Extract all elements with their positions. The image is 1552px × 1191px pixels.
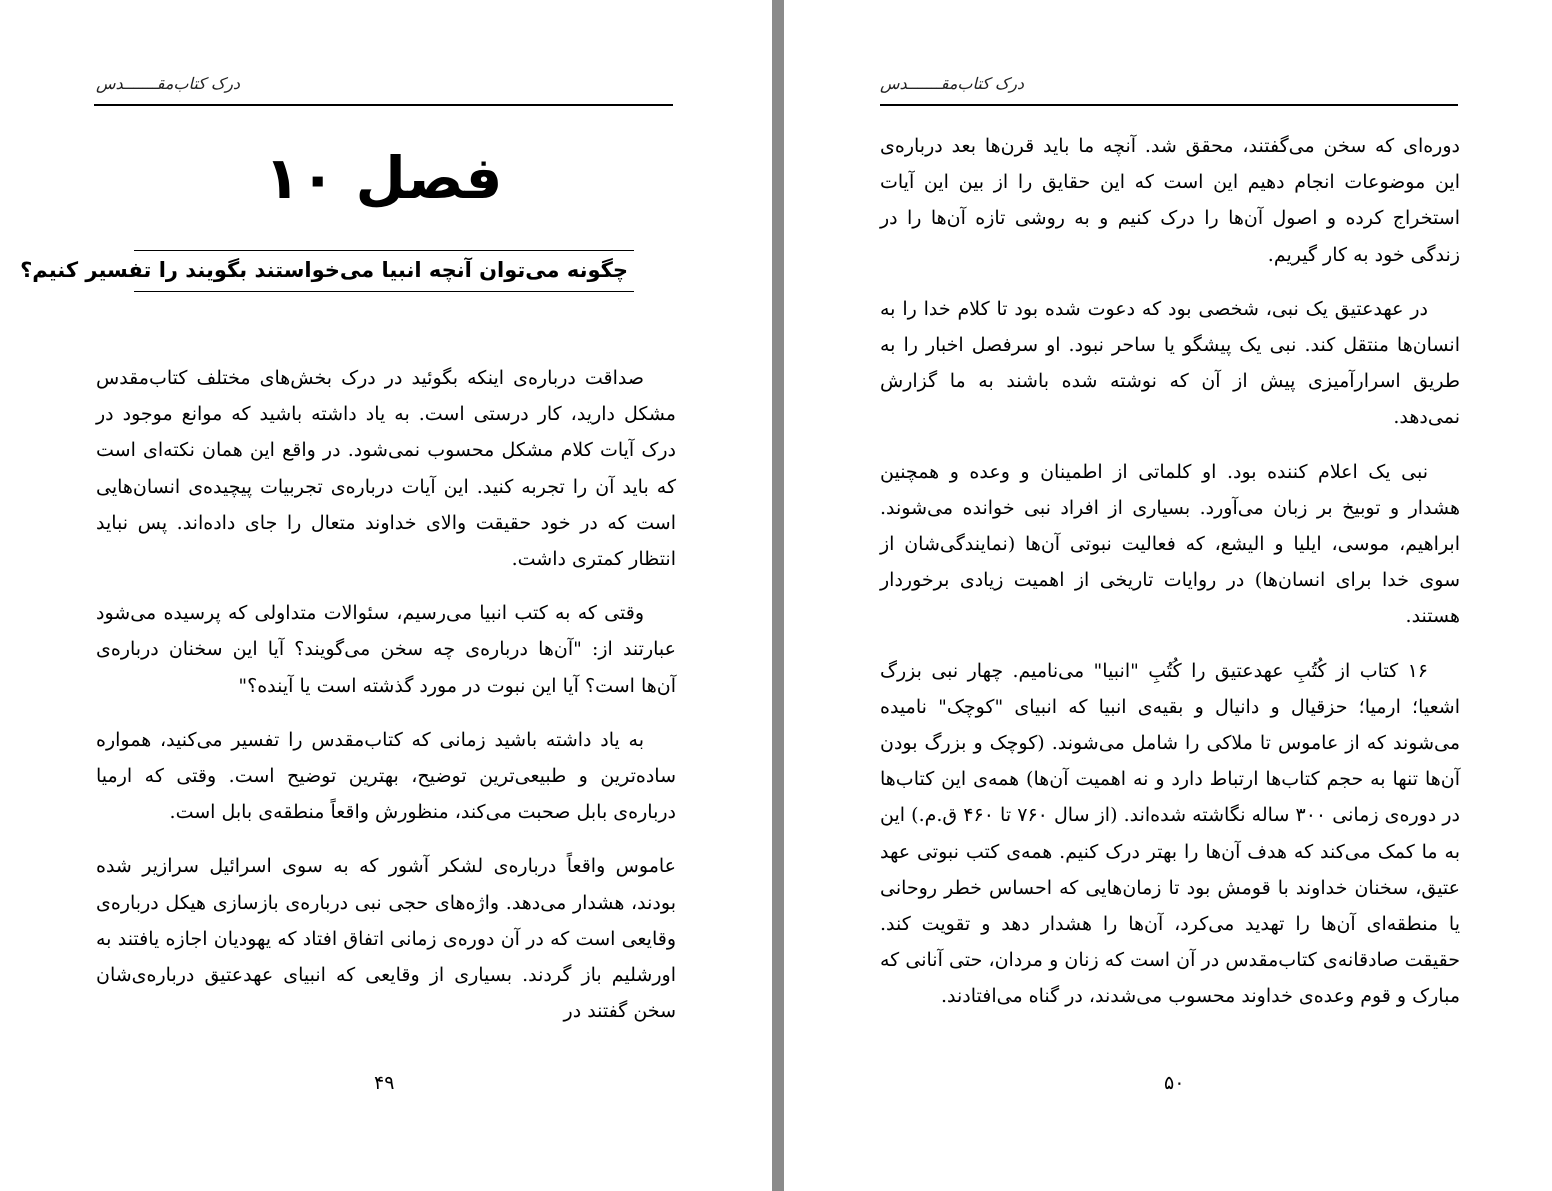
book-gutter — [772, 0, 784, 1191]
paragraph: وقتی که به کتب انبیا می‌رسیم، سئوالات متداولی که پرسیده می‌شود عبارتند از: "آن‌ها درباره‌ی چه سخن می‌گویند؟ آیا این سخنان درباره‌ی آن‌ها است؟ آیا این نبوت در مورد گذشته است یا آینده؟" — [96, 602, 676, 697]
paragraph: صداقت درباره‌ی اینکه بگوئید در درک بخش‌های مختلف کتاب‌مقدس مشکل دارید، کار درستی است. به یاد داشته باشید که موانع موجود در درک آیات کلام مشکل محسوب نمی‌شود. در واقع این همان نکته‌ای است که باید آن را تجربه کنید. این آیات درباره‌ی تجربیات پیچیده‌ی انسان‌هایی است که در خود حقیقت والای خداوند متعال را جای داده‌اند. پس نباید انتظار کمتری داشت. — [96, 367, 676, 571]
left-page-body — [96, 360, 676, 1047]
right-page — [784, 0, 1552, 1191]
page-number: ۴۹ — [374, 1072, 395, 1094]
section-title: چگونه می‌توان آنچه انبیا می‌خواستند بگویند را تفسیر کنیم؟ — [20, 258, 628, 282]
right-page-body — [880, 128, 1460, 1033]
running-header: درک کتاب‌مقـــــــدس — [96, 74, 241, 93]
paragraph: در عهدعتیق یک نبی، شخصی بود که دعوت شده بود تا کلام خدا را به انسان‌ها منتقل کند. نبی یک پیشگو یا ساحر نبود. او سرفصل اخبار را به طریق اسرارآمیزی پیش از آن که نوشته شده باشند به ما گزارش نمی‌دهد. — [880, 297, 1460, 429]
section-title-box — [20, 250, 634, 292]
paragraph: نبی یک اعلام کننده بود. او کلماتی از اطمینان و وعده و همچنین هشدار و توبیخ بر زبان می‌آورد. بسیاری از افراد نبی خوانده می‌شوند. ابراهیم، موسی، ایلیا و الیشع، که فعالیت نبوتی آن‌ها (نمایندگی‌شان از سوی خدا برای انسان‌ها) در روایات تاریخی از اهمیت زیادی برخوردار هستند. — [880, 460, 1460, 628]
header-rule — [880, 104, 1458, 106]
paragraph: دوره‌ای که سخن می‌گفتند، محقق شد. آنچه ما باید قرن‌ها بعد درباره‌ی این موضوعات انجام دهیم این است که این حقایق را از بین این آیات استخراج کرده و اصول آن‌ها را درک کنیم و به روشی تازه آن‌ها را در زندگی خود به کار گیریم. — [880, 135, 1460, 266]
header-rule — [94, 104, 673, 106]
paragraph: عاموس واقعاً درباره‌ی لشکر آشور که به سوی اسرائیل سرازیر شده بودند، هشدار می‌دهد. واژه‌های حجی نبی درباره‌ی بازسازی هیکل درباره‌ی وقایعی است که در آن دوره‌ی زمانی اتفاق افتاد که یهودیان اجازه یافتند به اورشلیم باز گردند. بسیاری از وقایعی که انبیای عهدعتیق درباره‌ی‌شان سخن گفتند در — [96, 855, 676, 1023]
left-page — [0, 0, 772, 1191]
paragraph: ۱۶ کتاب از کُتُبِ عهدعتیق را کُتُبِ "انبیا" می‌نامیم. چهار نبی بزرگ اشعیا؛ ارمیا؛ حزقیال و دانیال و بقیه‌ی انبیا که انبیای "کوچک" نامیده می‌شوند که از عاموس تا ملاکی را شامل می‌شوند. (کوچک و بزرگ بودن آن‌ها تنها به حجم کتاب‌ها ارتباط دارد و نه اهمیت آن‌ها) همه‌ی این کتاب‌ها در دوره‌ی زمانی ۳۰۰ ساله نگاشته شده‌اند. (از سال ۷۶۰ تا ۴۶۰ ق.م.) این به ما کمک می‌کند که هدف آن‌ها را بهتر درک کنیم. همه‌ی کتب نبوتی عهد عتیق، سخنان خداوند با قومش بود تا زمان‌هایی که احساس خطر روحانی یا منطقه‌ای آن‌ها را تهدید می‌کرد، آن‌ها را هشدار دهد و تقویت کند. حقیقت صادقانه‌ی کتاب‌مقدس در آن است که زنان و مردان، حتی آنانی که مبارک و قوم وعده‌ی خداوند محسوب می‌شدند، در گناه می‌افتادند. — [880, 659, 1461, 1008]
chapter-title: فصل ۱۰ — [264, 144, 503, 212]
paragraph: به یاد داشته باشید زمانی که کتاب‌مقدس را تفسیر می‌کنید، همواره ساده‌ترین و طبیعی‌ترین توضیح، بهترین توضیح است. وقتی که ارمیا درباره‌ی بابل صحبت می‌کند، منظورش واقعاً منطقه‌ی بابل است. — [96, 728, 676, 824]
running-header: درک کتاب‌مقـــــــدس — [880, 74, 1025, 93]
page-number: ۵۰ — [1164, 1072, 1185, 1094]
